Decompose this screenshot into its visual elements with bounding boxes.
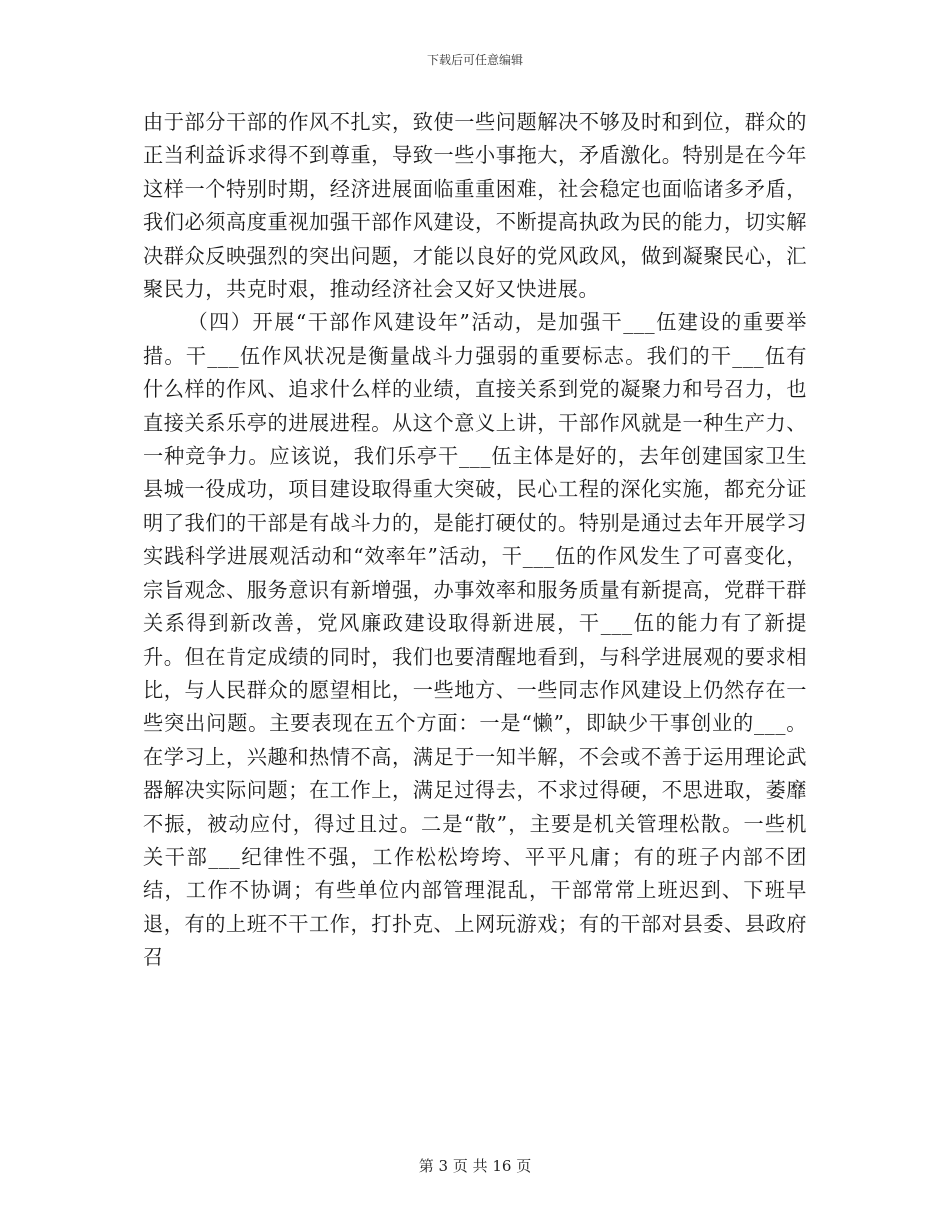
page-header: 下载后可任意编辑: [426, 53, 523, 67]
paragraph-1: 由于部分干部的作风不扎实，致使一些问题解决不够及时和到位，群众的正当利益诉求得不到尊重，导致一些小事拖大，矛盾激化。特别是在今年这样一个特别时期，经济进展面临重重困难，社会稳定也面临诸多矛盾，我们必须高度重视加强干部作风建设，不断提高执政为民的能力，切实解决群众反映强烈的突出问题，才能以良好的党风政风，做到凝聚民心，汇聚民力，共克时艰，推动经济社会又好又快进展。: [143, 110, 807, 302]
document-body: [143, 106, 807, 975]
paragraph-2: （四）开展“干部作风建设年”活动，是加强干___伍建设的重要举措。干___伍作风状况是衡量战斗力强弱的重要标志。我们的干___伍有什么样的作风、追求什么样的业绩，直接关系到党的凝聚力和号召力，也直接关系乐亭的进展进程。从这个意义上讲，干部作风就是一种生产力、一种竞争力。应该说，我们乐亭干___伍主体是好的，去年创建国家卫生县城一役成功，项目建设取得重大突破，民心工程的深化实施，都充分证明了我们的干部是有战斗力的，是能打硬仗的。特别是通过去年开展学习实践科学进展观活动和“效率年”活动，干___伍的作风发生了可喜变化，宗旨观念、服务意识有新增强，办事效率和服务质量有新提高，党群干群关系得到新改善，党风廉政建设取得新进展，干___伍的能力有了新提升。但在肯定成绩的同时，我们也要清醒地看到，与科学进展观的要求相比，与人民群众的愿望相比，一些地方、一些同志作风建设上仍然存在一些突出问题。主要表现在五个方面：一是“懒”，即缺少干事创业的___。在学习上，兴趣和热情不高，满足于一知半解，不会或不善于运用理论武器解决实际问题；在工作上，满足过得去，不求过得硬，不思进取，萎靡不振，被动应付，得过且过。二是“散”，主要是机关管理松散。一些机关干部___纪律性不强，工作松松垮垮、平平凡庸；有的班子内部不团结，工作不协调；有些单位内部管理混乱，干部常常上班迟到、下班早退，有的上班不干工作，打扑克、上网玩游戏；有的干部对县委、县政府召: [143, 310, 807, 970]
page-number: 第 3 页 共 16 页: [418, 1157, 532, 1175]
